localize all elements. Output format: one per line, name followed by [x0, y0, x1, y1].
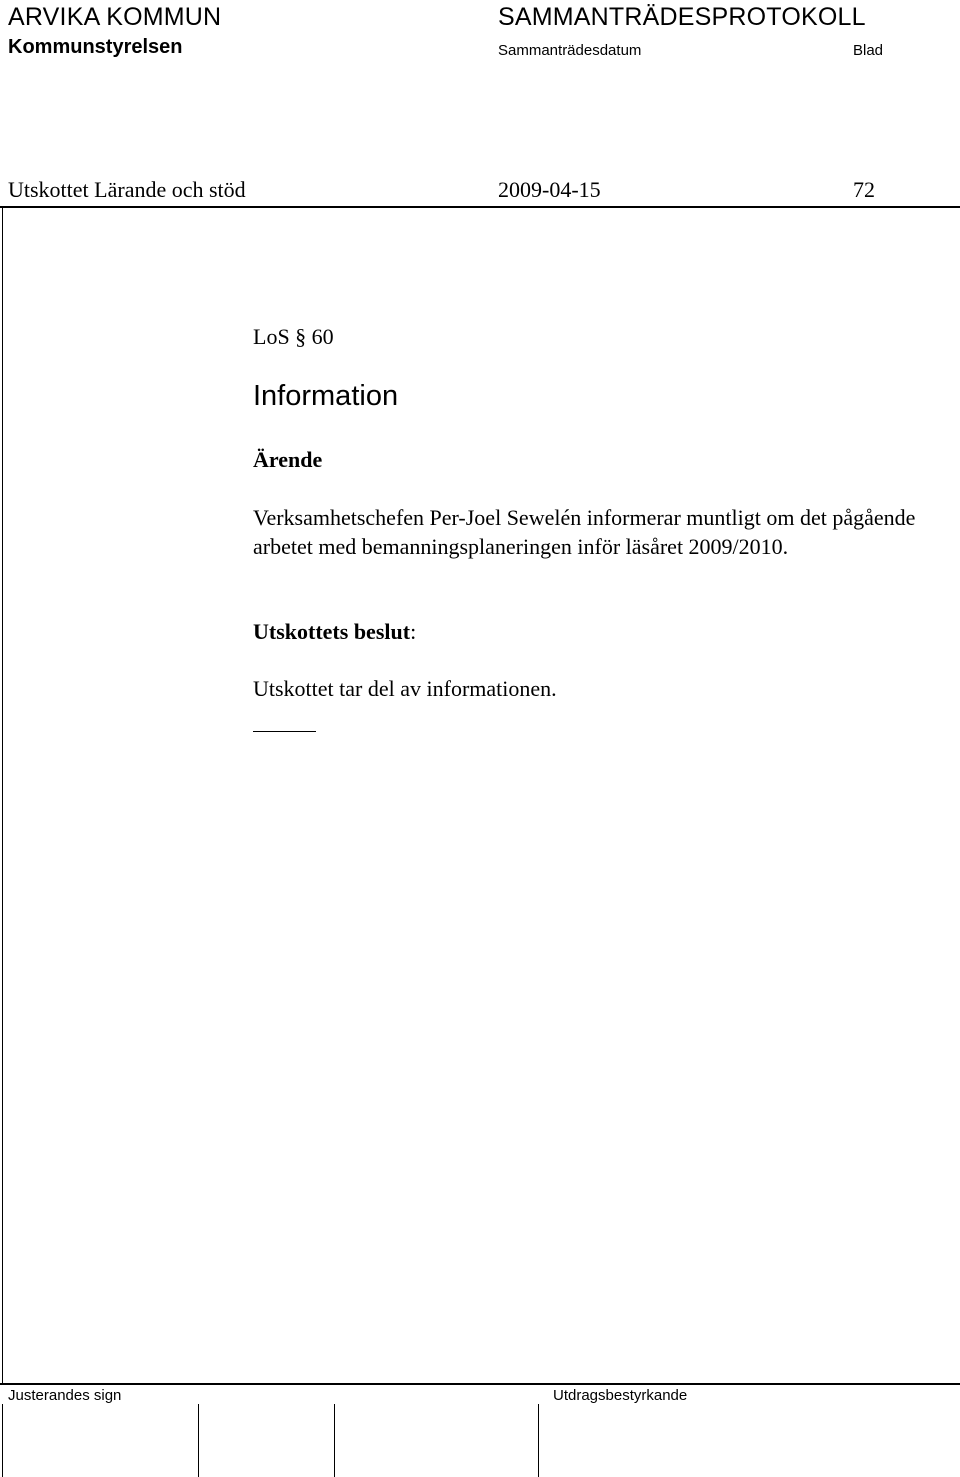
item-heading: Information [253, 380, 399, 412]
footer-extract-label: Utdragsbestyrkande [553, 1387, 688, 1404]
decision-text: Utskottet tar del av informationen. [253, 676, 557, 701]
footer-signature-box-border [198, 1404, 199, 1477]
page-label: Blad [853, 42, 884, 59]
footer-signature-box-border [334, 1404, 335, 1477]
organization-unit: Kommunstyrelsen [8, 36, 183, 58]
paragraph-reference: LoS § 60 [253, 324, 334, 349]
decision-colon: : [410, 619, 417, 644]
item-body-text: Verksamhetschefen Per-Joel Sewelén informerar muntligt om det pågående arbetet med bemanningsplaneringen inför läsåret 2009/2010. [253, 505, 916, 559]
footer-divider [0, 1383, 960, 1385]
meeting-date-label: Sammanträdesdatum [498, 42, 642, 59]
page-number: 72 [853, 177, 875, 202]
footer-sign-label: Justerandes sign [8, 1387, 122, 1404]
header-divider [0, 206, 960, 208]
committee-name: Utskottet Lärande och stöd [8, 177, 246, 202]
footer-signature-box-border [538, 1404, 539, 1477]
left-margin-line [2, 208, 3, 1383]
end-rule [253, 731, 316, 732]
item-subheading: Ärende [253, 447, 323, 472]
organization-name: ARVIKA KOMMUN [8, 3, 222, 31]
decision-heading [253, 619, 416, 645]
document-type: SAMMANTRÄDESPROTOKOLL [498, 3, 866, 31]
decision-label: Utskottets beslut [253, 619, 411, 644]
footer-signature-box-border [2, 1404, 3, 1477]
meeting-date: 2009-04-15 [498, 177, 601, 202]
